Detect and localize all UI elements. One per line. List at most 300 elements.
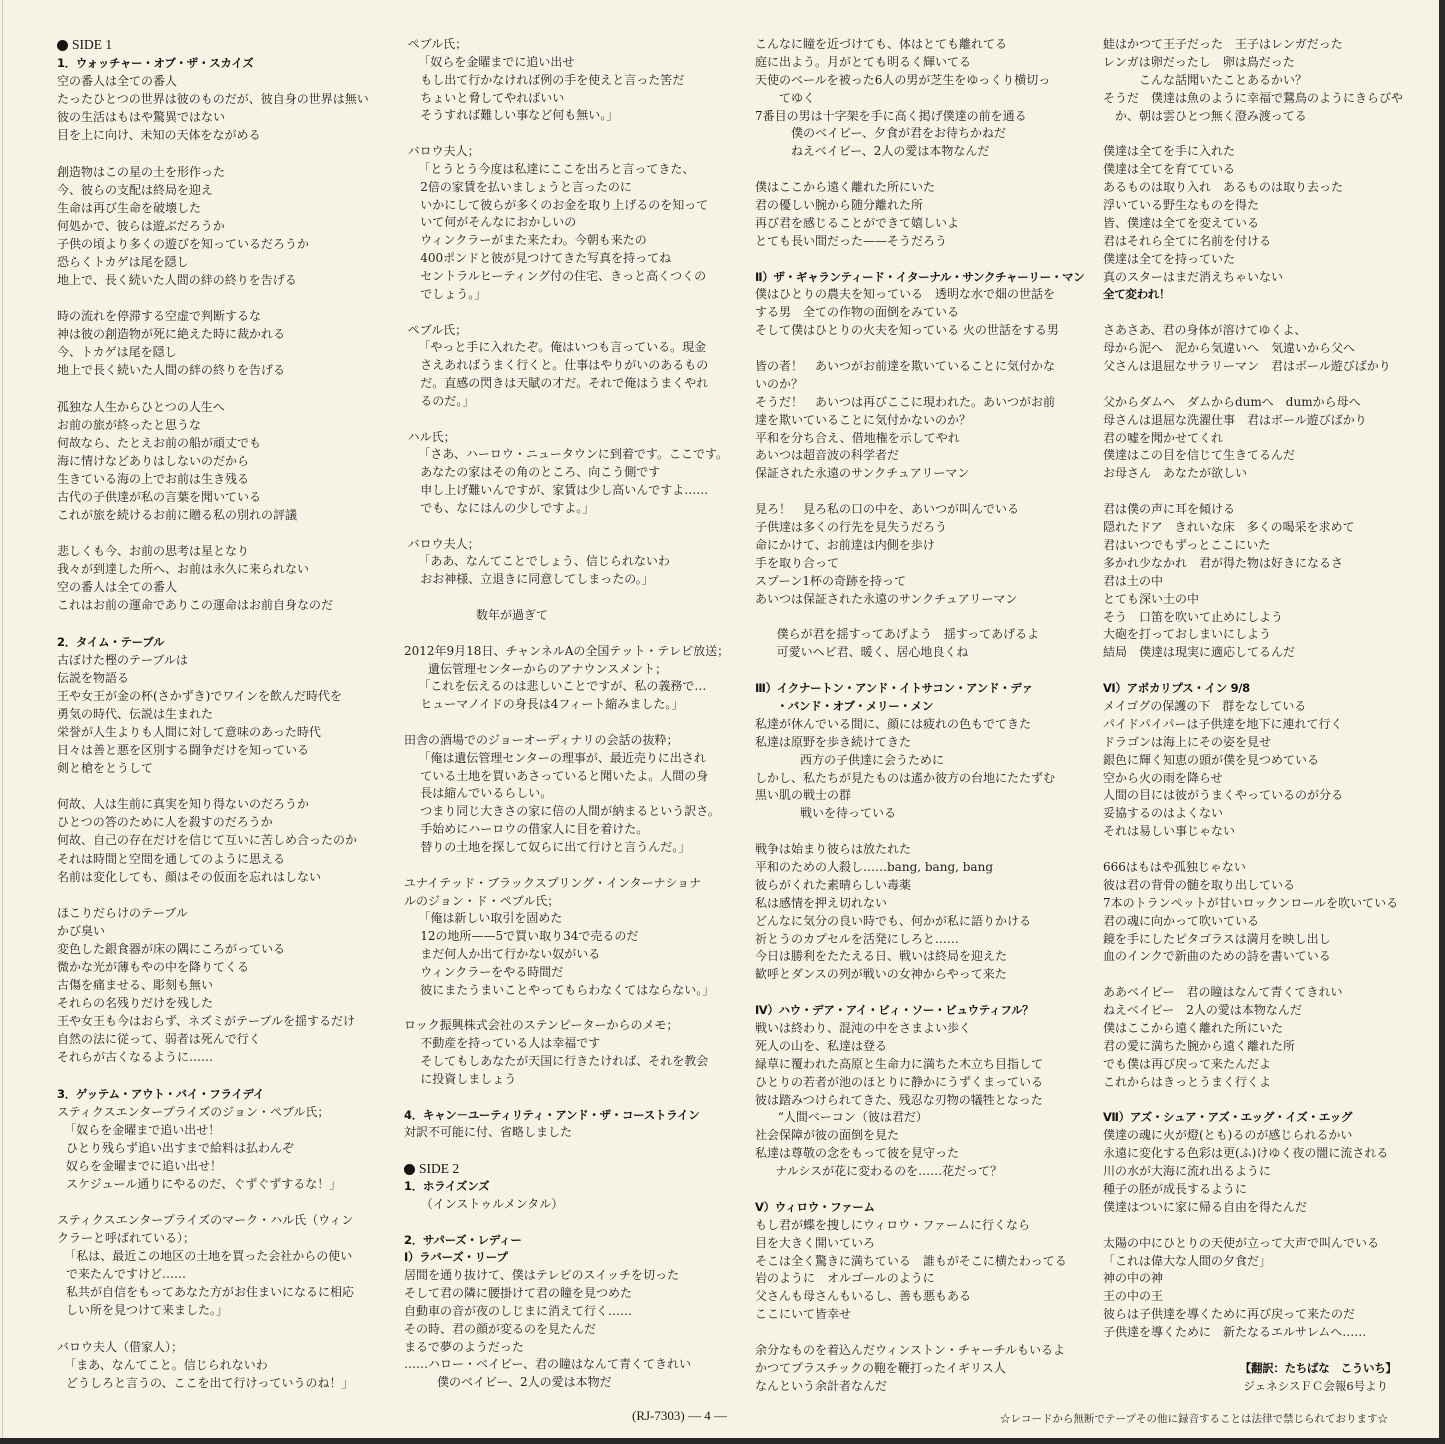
blank-line xyxy=(1103,1092,1413,1110)
lyric-line: 僕達は全てを持っていた xyxy=(1103,251,1236,266)
lyric-line: ああベイビー 君の瞳はなんて青くてきれい xyxy=(1103,985,1343,1000)
lyric-line: 彼にまたうまいことやってもらわなくてはならない。」 xyxy=(420,982,715,997)
lyric-line: 平和を分ち合え、借地権を示してやれ xyxy=(755,430,960,445)
lyric-line: 王の中の王 xyxy=(1103,1289,1164,1304)
lyric-line: 悲しくも今、お前の思考は星となり xyxy=(57,544,250,559)
lyric-line: 真のスターはまだ消えちゃいない xyxy=(1103,269,1284,284)
lyric-line: 何故、自己の存在だけを信じて互いに苦しめ合ったのか xyxy=(57,833,358,848)
lyric-line: 浮いている野生なものを得た xyxy=(1103,198,1260,213)
lyric-line: 7番目の男は十字架を手に高く掲げ僕達の前を通る xyxy=(755,108,1027,123)
lyric-line: 名前は変化しても、顔はその仮面を忘れはしない xyxy=(57,869,322,884)
lyric-line: これが旅を続けるお前に贈る私の別れの評議 xyxy=(57,508,298,523)
lyric-line: 君はそれら全てに名前を付ける xyxy=(1103,233,1272,248)
song-title: Ⅳ）ハウ・デア・アイ・ビィ・ソー・ビュウティフル？ xyxy=(755,1003,1034,1018)
lyric-line: 生きている海の上でお前は生き残る xyxy=(57,471,250,486)
copyright-notice: ☆レコードから無断でテープその他に録音することは法律で禁じられております☆ xyxy=(1000,1413,1388,1425)
lyric-line: 剣と槍をとうして xyxy=(57,761,154,776)
lyric-line: 君の魂に向かって吹いている xyxy=(1103,913,1260,928)
lyric-line: する男 全ての作物の面倒をみている xyxy=(755,305,960,320)
lyric-line: 保証された永遠のサンクチュアリーマン xyxy=(755,466,970,481)
lyric-line: 田舎の酒場でのジョーオーディナリの会話の抜粋； xyxy=(404,732,679,747)
lyric-line: ……ハロー・ベイビー、君の瞳はなんて青くてきれい xyxy=(404,1357,692,1372)
lyric-line: 君は土の中 xyxy=(1103,573,1164,588)
lyric-line: 古代の子供達が私の言葉を聞いている xyxy=(57,489,262,504)
lyric-line: 時の流れを停滞する空虚で判断するな xyxy=(57,309,262,324)
song-title: Ⅰ）ラバーズ・リープ xyxy=(404,1250,508,1265)
blank-line xyxy=(755,161,1085,179)
lyric-line: それは時間と空間を通してのように思える xyxy=(57,851,286,866)
lyric-line: 彼の生活はもはや驚異ではない xyxy=(57,110,226,125)
lyric-line: 400ポンドと彼が見つけてきた写真を持ってね xyxy=(420,251,672,266)
lyric-line: 庭に出よう。月がとても明るく輝いてる xyxy=(755,54,972,69)
lyric-line: 見ろ！ 見ろ私の口の中を、あいつが叫んでいる xyxy=(755,502,1020,517)
lyric-line: ドラゴンは海上にその姿を見せ xyxy=(1103,734,1272,749)
lyric-line: そうだ 僕達は魚のように幸福で鵞鳥のようにきらびや xyxy=(1103,90,1404,105)
lyric-line: 「俺は新しい取引を固めた xyxy=(418,911,563,926)
lyric-line: ロック振興株式会社のステンピーターからのメモ； xyxy=(404,1018,679,1033)
lyric-line: いかにして彼らが多くのお金を取り上げるのを知って xyxy=(420,197,709,212)
scan-edge-right xyxy=(1439,0,1445,1444)
lyric-line: 「さあ、ハーロウ・ニュータウンに到着です。ここです。 xyxy=(418,447,728,462)
lyric-line: 僕のベイビー、夕食が君をお待ちかねだ xyxy=(791,126,1007,141)
lyric-line: 達を欺いていることに気付かないのか？ xyxy=(755,412,972,427)
lyric-line: クラーと呼ばれている）； xyxy=(57,1231,196,1246)
blank-line xyxy=(404,1089,734,1107)
lyric-line: 地上で長く続いた人間の絆の終りを告げる xyxy=(57,363,286,378)
lyric-line: どんなに気分の良い時でも、何かが私に語りかける xyxy=(755,913,1032,928)
scan-edge-left xyxy=(2,0,3,1444)
blank-line xyxy=(755,251,1085,269)
lyric-line: 目を大きく開いていろ xyxy=(755,1235,876,1250)
lyric-line: 2012年9月18日、チャンネルAの全国テット・テレビ放送； xyxy=(404,643,730,658)
lyric-line: 種子の胚が成長するように xyxy=(1103,1182,1248,1196)
blank-line xyxy=(404,714,734,732)
lyric-line: 僕達はついに家に帰る自由を得たんだ xyxy=(1103,1199,1308,1214)
lyric-line: いて何がそんなにおかしいの xyxy=(420,215,577,230)
lyric-line: 目を上に向け、未知の天体をながめる xyxy=(57,128,261,143)
lyric-line: 7本のトランペットが甘いロックンロールを吹いている xyxy=(1103,895,1399,910)
lyric-line: ちょいと脅してやればいい xyxy=(420,90,565,105)
side-marker xyxy=(404,1160,734,1178)
lyric-line: 微かな光が薄もやの中を降りてくる xyxy=(57,959,250,974)
lyric-line: 勇気の時代、伝説は生まれた xyxy=(57,706,214,721)
lyric-line: てゆく xyxy=(779,90,816,105)
song-title: Ⅲ）イクナートン・アンド・イトサコン・アンド・デァ xyxy=(755,681,1033,696)
lyric-line: ねえベイビー、2人の愛は本物なんだ xyxy=(791,144,990,159)
lyric-line: その時、君の顔が変るのを見たんだ xyxy=(404,1321,597,1336)
lyric-line: スプーン1杯の奇跡を持って xyxy=(755,573,907,588)
lyric-line: 我々が到達した所へ、お前は永久に来られない xyxy=(57,562,310,577)
side-label: SIDE 1 xyxy=(72,37,113,52)
lyric-line: 子供達を導くために 新たなるエルサレムへ…… xyxy=(1103,1325,1367,1340)
lyric-line: “人間ベーコン（彼は君だ） xyxy=(777,1110,928,1125)
blank-line xyxy=(1103,1342,1413,1360)
lyric-line: ウィンクラーがまた来たわ。今朝も来たの xyxy=(420,233,647,248)
lyric-line: 君はいつでもずっとここにいた xyxy=(1103,537,1271,552)
song-title: ・バンド・オブ・メリー・メン xyxy=(776,698,934,713)
lyric-line: 何故、人は生前に真実を知り得ないのだろうか xyxy=(57,797,310,812)
lyric-line: 不動産を持っている人は幸福です xyxy=(420,1036,601,1051)
blank-line xyxy=(404,857,734,875)
lyric-line: 手始めにハーロウの借家人に目を着けた。 xyxy=(420,822,649,837)
lyric-line: だ。直感の閃きは天賦の才だ。それで俺はうまくやれ xyxy=(420,376,709,391)
lyric-line: 父さんは退屈なサラリーマン 君はボール遊びばかり xyxy=(1103,359,1391,374)
lyric-line: 多かれ少なかれ 君が得た物は好きになるさ xyxy=(1103,555,1344,570)
song-title: 1．ホライズンズ xyxy=(404,1179,490,1193)
lyric-line: 死人の山を、私達は登る xyxy=(755,1038,888,1053)
lyric-line: 彼は君の背骨の髄を取り出している xyxy=(1103,877,1296,892)
lyric-line: もし君が蝶を捜しにウィロウ・ファームに行くなら xyxy=(755,1217,1031,1232)
lyric-line: とても深い土の中 xyxy=(1103,591,1200,606)
lyric-line: 「やっと手に入れたぞ。俺はいつも言っている。現金 xyxy=(418,340,707,355)
lyric-line: かび臭い xyxy=(57,923,106,938)
lyric-line: 666はもはや孤独じゃない xyxy=(1103,859,1246,874)
blank-line xyxy=(57,144,387,162)
lyric-line: 替りの土地を探して奴らに出て行けと言うんだ。」 xyxy=(420,839,691,854)
catalog-page-number: (RJ-7303) — 4 — xyxy=(632,1408,727,1423)
lyric-line: 蛙はかつて王子だった 王子はレンガだった xyxy=(1103,37,1343,51)
lyric-line: これからはきっとうまく行くよ xyxy=(1103,1074,1272,1089)
bullet-circle-icon xyxy=(57,40,68,51)
lyric-line: メイゴグの保護の下 群をなしている xyxy=(1103,698,1307,713)
lyric-line: 空から火の雨を降らせ xyxy=(1103,770,1223,785)
blank-line xyxy=(755,662,1085,680)
lyric-line: 戦争は始まり彼らは放たれた xyxy=(755,842,912,857)
lyric-line: 王や女王も今はおらず、ネズミがテーブルを揺するだけ xyxy=(57,1014,355,1029)
lyric-line: 神は彼の創造物が死に絶えた時に裁かれる xyxy=(57,327,286,342)
lyric-line: お母さん あなたが欲しい xyxy=(1103,466,1248,481)
lyric-line: ユナイテッド・ブラックスプリング・インターナショナ xyxy=(404,875,702,890)
lyric-line: 僕はここから遠く離れた所にいた xyxy=(1103,1020,1284,1035)
lyric-line: 命にかけて、お前達は内側を歩け xyxy=(755,537,935,552)
blank-line xyxy=(1103,841,1413,859)
blank-line xyxy=(1103,125,1413,143)
blank-line xyxy=(1103,483,1413,501)
lyric-line: レンガは卵だったし 卵は鳥だった xyxy=(1103,54,1295,69)
lyric-line: 歓呼とダンスの列が戦いの女神からやって来た xyxy=(755,967,1007,982)
lyric-line: バロウ夫人； xyxy=(407,144,480,159)
blank-line xyxy=(755,823,1085,841)
lyric-line: それは易しい事じゃない xyxy=(1103,824,1236,839)
lyrics-column-2 xyxy=(404,36,734,1392)
blank-line xyxy=(404,125,734,143)
lyric-line: セントラルヒーティング付の住宅、きっと高くつくの xyxy=(420,268,707,283)
lyric-line: ナルシスが花に変わるのを……花だって？ xyxy=(775,1164,1003,1179)
lyric-line: バロウ夫人（借家人）； xyxy=(57,1339,184,1354)
blank-line xyxy=(404,304,734,322)
lyric-line: 再び君を感じることができて嬉しいよ xyxy=(755,215,960,230)
song-title: Ⅶ）アズ・シュア・アズ・エッグ・イズ・エッグ xyxy=(1103,1110,1353,1125)
lyric-line: しかし、私たちが見たものは遙か彼方の台地にたたずむ xyxy=(755,770,1056,785)
blank-line xyxy=(404,1142,734,1160)
lyric-line: スティクスエンタープライズのマーク・ハル氏（ウィン xyxy=(57,1213,354,1228)
lyric-line: 「私は、最近この地区の土地を買った会社からの使い xyxy=(64,1249,353,1264)
lyric-line: 孤独な人生からひとつの人生へ xyxy=(57,399,225,414)
lyric-line: ひとりの若者が池のほとりに静かにうずくまっている xyxy=(755,1074,1044,1089)
lyric-line: 僕はここから遠く離れた所にいた xyxy=(755,180,936,195)
lyric-line: まだ何人か出て行かない奴がいる xyxy=(420,947,601,962)
lyric-line: 「これは偉大な人間の夕食だ」 xyxy=(1103,1253,1272,1268)
lyric-line: 対訳不可能に付、省略しました xyxy=(404,1125,573,1140)
blank-line xyxy=(57,1193,387,1211)
lyric-line: 母さんは退屈な洗濯仕事 君はボール遊びばかり xyxy=(1103,412,1367,427)
lyric-line: 平和のための人殺し……bang, bang, bang xyxy=(755,859,993,874)
lyric-line: 手を取り合って xyxy=(755,555,840,570)
lyric-line: 皆の者！ あいつがお前達を欺いていることに気付かな xyxy=(755,359,1056,374)
lyric-line: 「まあ、なんてこと。信じられないわ xyxy=(64,1357,268,1372)
lyric-line: 子供達は多くの行先を見失うだろう xyxy=(755,520,948,535)
blank-line xyxy=(404,1214,734,1232)
blank-line xyxy=(57,379,387,397)
lyric-line: 日々は善と悪を区別する闘争だけを知っている xyxy=(57,743,310,758)
blank-line xyxy=(755,340,1085,358)
lyric-line: あなたの家はその角のところ、向こう側です xyxy=(420,465,661,480)
lyric-line: それらの名残りだけを残した xyxy=(57,996,214,1011)
blank-line xyxy=(57,1066,387,1084)
lyric-line: しい所を見つけて来ました。」 xyxy=(66,1303,229,1318)
lyric-line: ねえベイビー 2人の愛は本物なんだ xyxy=(1103,1003,1302,1018)
blank-line xyxy=(1103,304,1413,322)
lyric-line: これはお前の運命でありこの運命はお前自身なのだ xyxy=(57,598,334,613)
lyric-line: どうしろと言うの、ここを出て行けっていうのね！」 xyxy=(66,1375,354,1390)
lyric-line: たったひとつの世界は彼のものだが、彼自身の世界は無い xyxy=(57,92,369,107)
lyric-line: おお神様、立退きに同意してしまったの。」 xyxy=(420,572,654,587)
lyric-line: 祈とうのカプセルを活発にしろと…… xyxy=(755,931,959,946)
lyric-line: なんという余計者なんだ xyxy=(755,1378,888,1393)
blank-line xyxy=(1103,966,1413,984)
song-title: 1．ウォッチャー・オブ・ザ・スカイズ xyxy=(57,56,254,71)
lyric-line: 創造物はこの星の土を形作った xyxy=(57,164,226,179)
lyric-line: 地上で、長く続いた人間の絆の終りを告げる xyxy=(57,273,297,288)
lyric-line: 彼は踏みつけられてきた、残忍な刃物の犠牲となった xyxy=(755,1092,1043,1107)
lyric-line: こんな話聞いたことあるかい？ xyxy=(1139,72,1308,87)
lyric-line: 黒い肌の戦士の群 xyxy=(755,788,852,803)
lyric-line: 私共が自信をもってあなた方がお住まいになるに相応 xyxy=(66,1285,355,1300)
blank-line xyxy=(755,1181,1085,1199)
lyric-line: スティクスエンタープライズのジョン・ペブル氏； xyxy=(57,1104,330,1119)
lyric-line: もし出て行かなければ例の手を使えと言った筈だ xyxy=(420,72,685,87)
lyric-line: 彼らがくれた素晴らしい毒薬 xyxy=(755,877,912,892)
lyric-line: 隠れたドア きれいな床 多くの喝采を求めて xyxy=(1103,520,1355,535)
lyric-line: 何処かで、彼らは遊ぶだろうか xyxy=(57,218,225,233)
lyric-line: 海に情けなどありはしないのだから xyxy=(57,453,250,468)
blank-line xyxy=(57,777,387,795)
lyric-line: 12の地所——5で買い取り34で売るのだ xyxy=(420,929,639,944)
song-title: 3．ゲッテム・アウト・バイ・フライデイ xyxy=(57,1086,265,1101)
lyric-line: ここにいて皆幸せ xyxy=(755,1307,852,1322)
blank-line xyxy=(1103,376,1413,394)
song-title: Ⅵ）アポカリプス・イン 9/8 xyxy=(1103,681,1250,696)
lyric-line: 今、トカゲは尾を隠し xyxy=(57,345,177,360)
blank-line xyxy=(755,984,1085,1002)
lyric-line: 君の愛に満ちた腕から遠く離れた所 xyxy=(1103,1038,1296,1053)
lyric-line: 何故なら、たとえお前の船が頑丈でも xyxy=(57,435,262,450)
lyric-line: ペブル氏； xyxy=(407,37,468,51)
emphasis-line: 全て変われ！ xyxy=(1103,287,1171,302)
lyric-line: ヒューマノイドの身長は4フィート縮みました。」 xyxy=(420,697,684,712)
blank-line xyxy=(1103,662,1413,680)
lyric-line: 父からダムへ ダムからdumへ dumから母へ xyxy=(1103,394,1361,409)
lyric-line: 長は縮んでいるらしい。 xyxy=(420,786,553,801)
lyric-line: いのか？ xyxy=(755,376,804,391)
lyric-line: 妥協するのはよくない xyxy=(1103,806,1224,821)
blank-line xyxy=(57,289,387,307)
lyric-line: スケジュール通りにやるのだ、ぐずぐずするな！」 xyxy=(66,1176,342,1191)
song-title: Ⅴ）ウィロウ・ファーム xyxy=(755,1199,875,1214)
lyric-line: 栄誉が人生よりも人間に対して意味のあった時代 xyxy=(57,724,321,739)
lyric-line: 私達は尊敬の念をもって彼を見守った xyxy=(755,1146,960,1161)
lyric-line: そして君の隣に腰掛けて君の瞳を見つめた xyxy=(404,1286,633,1301)
lyric-line: こんなに瞳を近づけても、体はとても離れてる xyxy=(755,37,1008,51)
lyric-line: 岩のように オルゴールのように xyxy=(755,1271,935,1286)
lyric-line: 僕のベイビー、2人の愛は本物だ xyxy=(437,1375,612,1390)
lyric-line: 太陽の中にひとりの天使が立って大声で叫んでいる xyxy=(1103,1235,1380,1250)
blank-line xyxy=(755,483,1085,501)
lyric-line: 子供の頃より多くの遊びを知っているだろうか xyxy=(57,236,310,251)
lyrics-column-1 xyxy=(57,36,387,1392)
lyric-line: かつてプラスチックの鞄を鞭打ったイギリス人 xyxy=(755,1360,1006,1375)
lyric-line: 戦いを待っている xyxy=(800,806,897,821)
blank-line xyxy=(57,1320,387,1338)
lyric-line: ウィンクラーをやる時間だ xyxy=(420,964,564,979)
lyric-line: ている土地を買いあさっていると聞いたよ。人間の身 xyxy=(420,768,709,783)
lyric-line: 申し上げ難いんですが、家賃は少し高いんですよ…… xyxy=(420,483,709,498)
lyric-line: 人間の目には彼がうまくやっているのが分る xyxy=(1103,788,1344,803)
blank-line xyxy=(755,609,1085,627)
lyric-line: 僕達は全てを育てている xyxy=(1103,162,1236,177)
lyric-line: に投資しましょう xyxy=(420,1071,517,1086)
lyric-line: 天使のベールを被った6人の男が芝生をゆっくり横切っ xyxy=(755,72,1051,87)
lyric-line: 君は僕の声に耳を傾ける xyxy=(1103,502,1236,517)
lyric-line: 自動車の音が夜のしじまに消えて行く…… xyxy=(404,1303,633,1318)
lyric-line: あいつは超音波の科学者だ xyxy=(755,448,900,463)
lyric-line: でも、なにはんの少しですよ。」 xyxy=(420,500,595,515)
lyric-line: 神の中の神 xyxy=(1103,1271,1164,1286)
lyric-line: 大砲を打っておしまいにしよう xyxy=(1103,627,1272,642)
lyrics-column-3 xyxy=(755,36,1085,1396)
lyric-line: あるものは取り入れ あるものは取り去った xyxy=(1103,180,1344,195)
lyric-line: そしてもしあなたが天国に行きたければ、それを教会 xyxy=(420,1054,709,1069)
song-title: 2．サパーズ・レディー xyxy=(404,1232,522,1247)
lyric-line: 僕達はこの目を信じて生きてるんだ xyxy=(1103,448,1296,463)
lyric-line: そうすれば難しい事など何も無い。」 xyxy=(420,108,619,123)
lyric-line: 空の番人は全ての番人 xyxy=(57,580,178,595)
lyric-line: そうだ！ あいつは再びここに現われた。あいつがお前 xyxy=(755,394,1056,409)
lyric-line: お前の旅が終ったと思うな xyxy=(57,417,202,432)
lyric-line: 自然の法に従って、弱者は死んで行く xyxy=(57,1032,261,1047)
source-credit: ジェネシスＦＣ会報6号より xyxy=(1243,1378,1389,1393)
lyric-line: 銀色に輝く知恵の頭が僕を見つめている xyxy=(1103,752,1320,767)
lyric-line: とても長い間だった——そうだろう xyxy=(755,233,948,248)
lyric-line: さえあればうまく行くと。仕事はやりがいのあるもの xyxy=(420,358,709,373)
lyric-line: （インストゥルメンタル） xyxy=(420,1196,564,1211)
lyric-line: 「奴らを金曜まで追い出せ！ xyxy=(64,1122,221,1137)
lyric-line: でも僕は再び戻って来たんだよ xyxy=(1103,1056,1272,1071)
lyric-line: 社会保障が彼の面倒を見た xyxy=(755,1128,900,1143)
lyric-line: か、朝は雲ひとつ無く澄み渡ってる xyxy=(1115,108,1307,123)
lyric-line: 空の番人は全ての番人 xyxy=(57,74,178,89)
lyric-line: 生命は再び生命を破壊した xyxy=(57,200,202,215)
song-title: 2．タイム・テーブル xyxy=(57,634,165,649)
lyric-line: 血のインクで新曲のための詩を書いている xyxy=(1103,949,1331,964)
lyric-line: さあさあ、君の身体が溶けてゆくよ、 xyxy=(1103,323,1307,338)
lyric-line: 居間を通り抜けて、僕はテレビのスイッチを切った xyxy=(404,1268,680,1283)
lyric-line: 「俺は遺伝管理センターの理事が、最近売りに出され xyxy=(418,750,706,765)
lyric-line: 永遠に変化する色彩は更(ふ)けゆく夜の闇に流される xyxy=(1103,1146,1389,1161)
lyric-line: ほこりだらけのテーブル xyxy=(57,905,188,920)
lyric-line: つまり同じ大きさの家に倍の人間が納まるという訳さ。 xyxy=(420,804,720,819)
blank-line xyxy=(755,1324,1085,1342)
lyric-line: 数年が過ぎて xyxy=(476,608,549,622)
blank-line xyxy=(57,615,387,633)
lyric-line: 「とうとう今度は私達にここを出ろと言ってきた、 xyxy=(418,161,695,176)
bullet-circle-icon xyxy=(404,1164,415,1175)
lyric-line: でしょう。」 xyxy=(420,286,487,301)
lyric-line: 遺伝管理センターからのアナウンスメント； xyxy=(428,661,668,676)
lyric-line: 僕達は全てを手に入れた xyxy=(1103,144,1236,159)
lyric-line: 私達が休んでいる間に、顔には疲れの色もでてきた xyxy=(755,716,1032,731)
lyric-line: ひとつの答のために人を殺すのだろうか xyxy=(57,815,273,830)
lyric-line: パイドパイパーは子供達を地下に連れて行く xyxy=(1103,716,1343,731)
lyric-line: 奴らを金曜までに追い出せ！ xyxy=(66,1158,223,1173)
lyric-line: 西方の子供達に会うために xyxy=(800,752,945,767)
lyric-line: 今、彼らの支配は終局を迎え xyxy=(57,182,214,197)
blank-line xyxy=(404,589,734,607)
blank-line xyxy=(404,1000,734,1018)
lyric-line: 僕達の魂に火が燈(とも)るのが感じられるかい xyxy=(1103,1128,1353,1143)
blank-line xyxy=(404,625,734,643)
lyric-line: 「これを伝えるのは悲しいことですが、私の義務で… xyxy=(418,679,707,694)
lyric-line: 恐らくトカゲは尾を隠し xyxy=(57,254,189,269)
lyric-line: 王や女王が金の杯(さかずき)でワインを飲んだ時代を xyxy=(57,688,343,703)
lyric-line: 余分なものを着込んだウィンストン・チャーチルもいるよ xyxy=(755,1343,1065,1358)
lyric-line: 「奴らを金曜までに追い出せ xyxy=(418,54,575,69)
lyric-line: 可愛いヘビ君、暖く、居心地良くね xyxy=(776,645,969,660)
side-label: SIDE 2 xyxy=(419,1161,460,1177)
lyric-line: 今日は勝利をたたえる日、戦いは終局を迎えた xyxy=(755,949,1008,964)
lyric-line: 伝説を物語る xyxy=(57,670,130,685)
lyric-line: 君の嘘を聞かせてくれ xyxy=(1103,430,1224,445)
song-title: Ⅱ）ザ・ギャランティード・イターナル・サンクチャーリー・マン xyxy=(755,269,1085,284)
lyric-line: ひとり残らず追い出すまで給料は払わんぞ xyxy=(66,1140,295,1155)
blank-line xyxy=(57,886,387,904)
lyric-line: 古傷を痛ませる、彫刻も無い xyxy=(57,978,214,993)
lyric-line: 変色した銀食器が床の隅にころがっている xyxy=(57,941,286,956)
lyric-line: そう 口笛を吹いて止めにしよう xyxy=(1103,609,1284,624)
scan-edge-bottom xyxy=(0,1438,1445,1444)
lyric-line: 2倍の家賃を払いましょうと言ったのに xyxy=(420,179,632,194)
blank-line xyxy=(404,411,734,429)
lyric-line: それらが古くなるように…… xyxy=(57,1050,214,1065)
lyric-line: 古ぼけた樫のテーブルは xyxy=(57,652,188,667)
blank-line xyxy=(57,524,387,542)
lyric-line: 僕らが君を揺すってあげよう 揺すってあげるよ xyxy=(776,627,1040,642)
lyric-line: そこは全く驚きに満ちている 誰もがそこに横たわってる xyxy=(755,1253,1067,1268)
lyric-line: あいつは保証された永遠のサンクチュアリーマン xyxy=(755,591,1018,606)
lyric-line: 君の優しい腕から随分離れた所 xyxy=(755,198,924,213)
lyric-line: 父さんも母さんもいるし、善も悪もある xyxy=(755,1289,972,1304)
lyric-line: 川の水が大海に流れ出るように xyxy=(1103,1164,1272,1179)
lyric-line: 戦いは終わり、混沌の中をさまよい歩く xyxy=(755,1020,972,1035)
song-title: 4．キャン－ユーティリティ・アンド・ザ・コーストライン xyxy=(404,1107,700,1122)
lyric-line: ペブル氏； xyxy=(407,322,468,337)
lyric-line: ハル氏； xyxy=(407,429,456,444)
lyric-line: で来たんですけど…… xyxy=(66,1267,187,1282)
lyric-line: ルのジョン・ド・ペブル氏； xyxy=(404,893,560,908)
lyric-line: そして僕はひとりの火夫を知っている 火の世話をする男 xyxy=(755,323,1059,338)
translator-credit: 【翻訳：たちばな こういち】 xyxy=(1239,1360,1397,1375)
blank-line xyxy=(404,518,734,536)
